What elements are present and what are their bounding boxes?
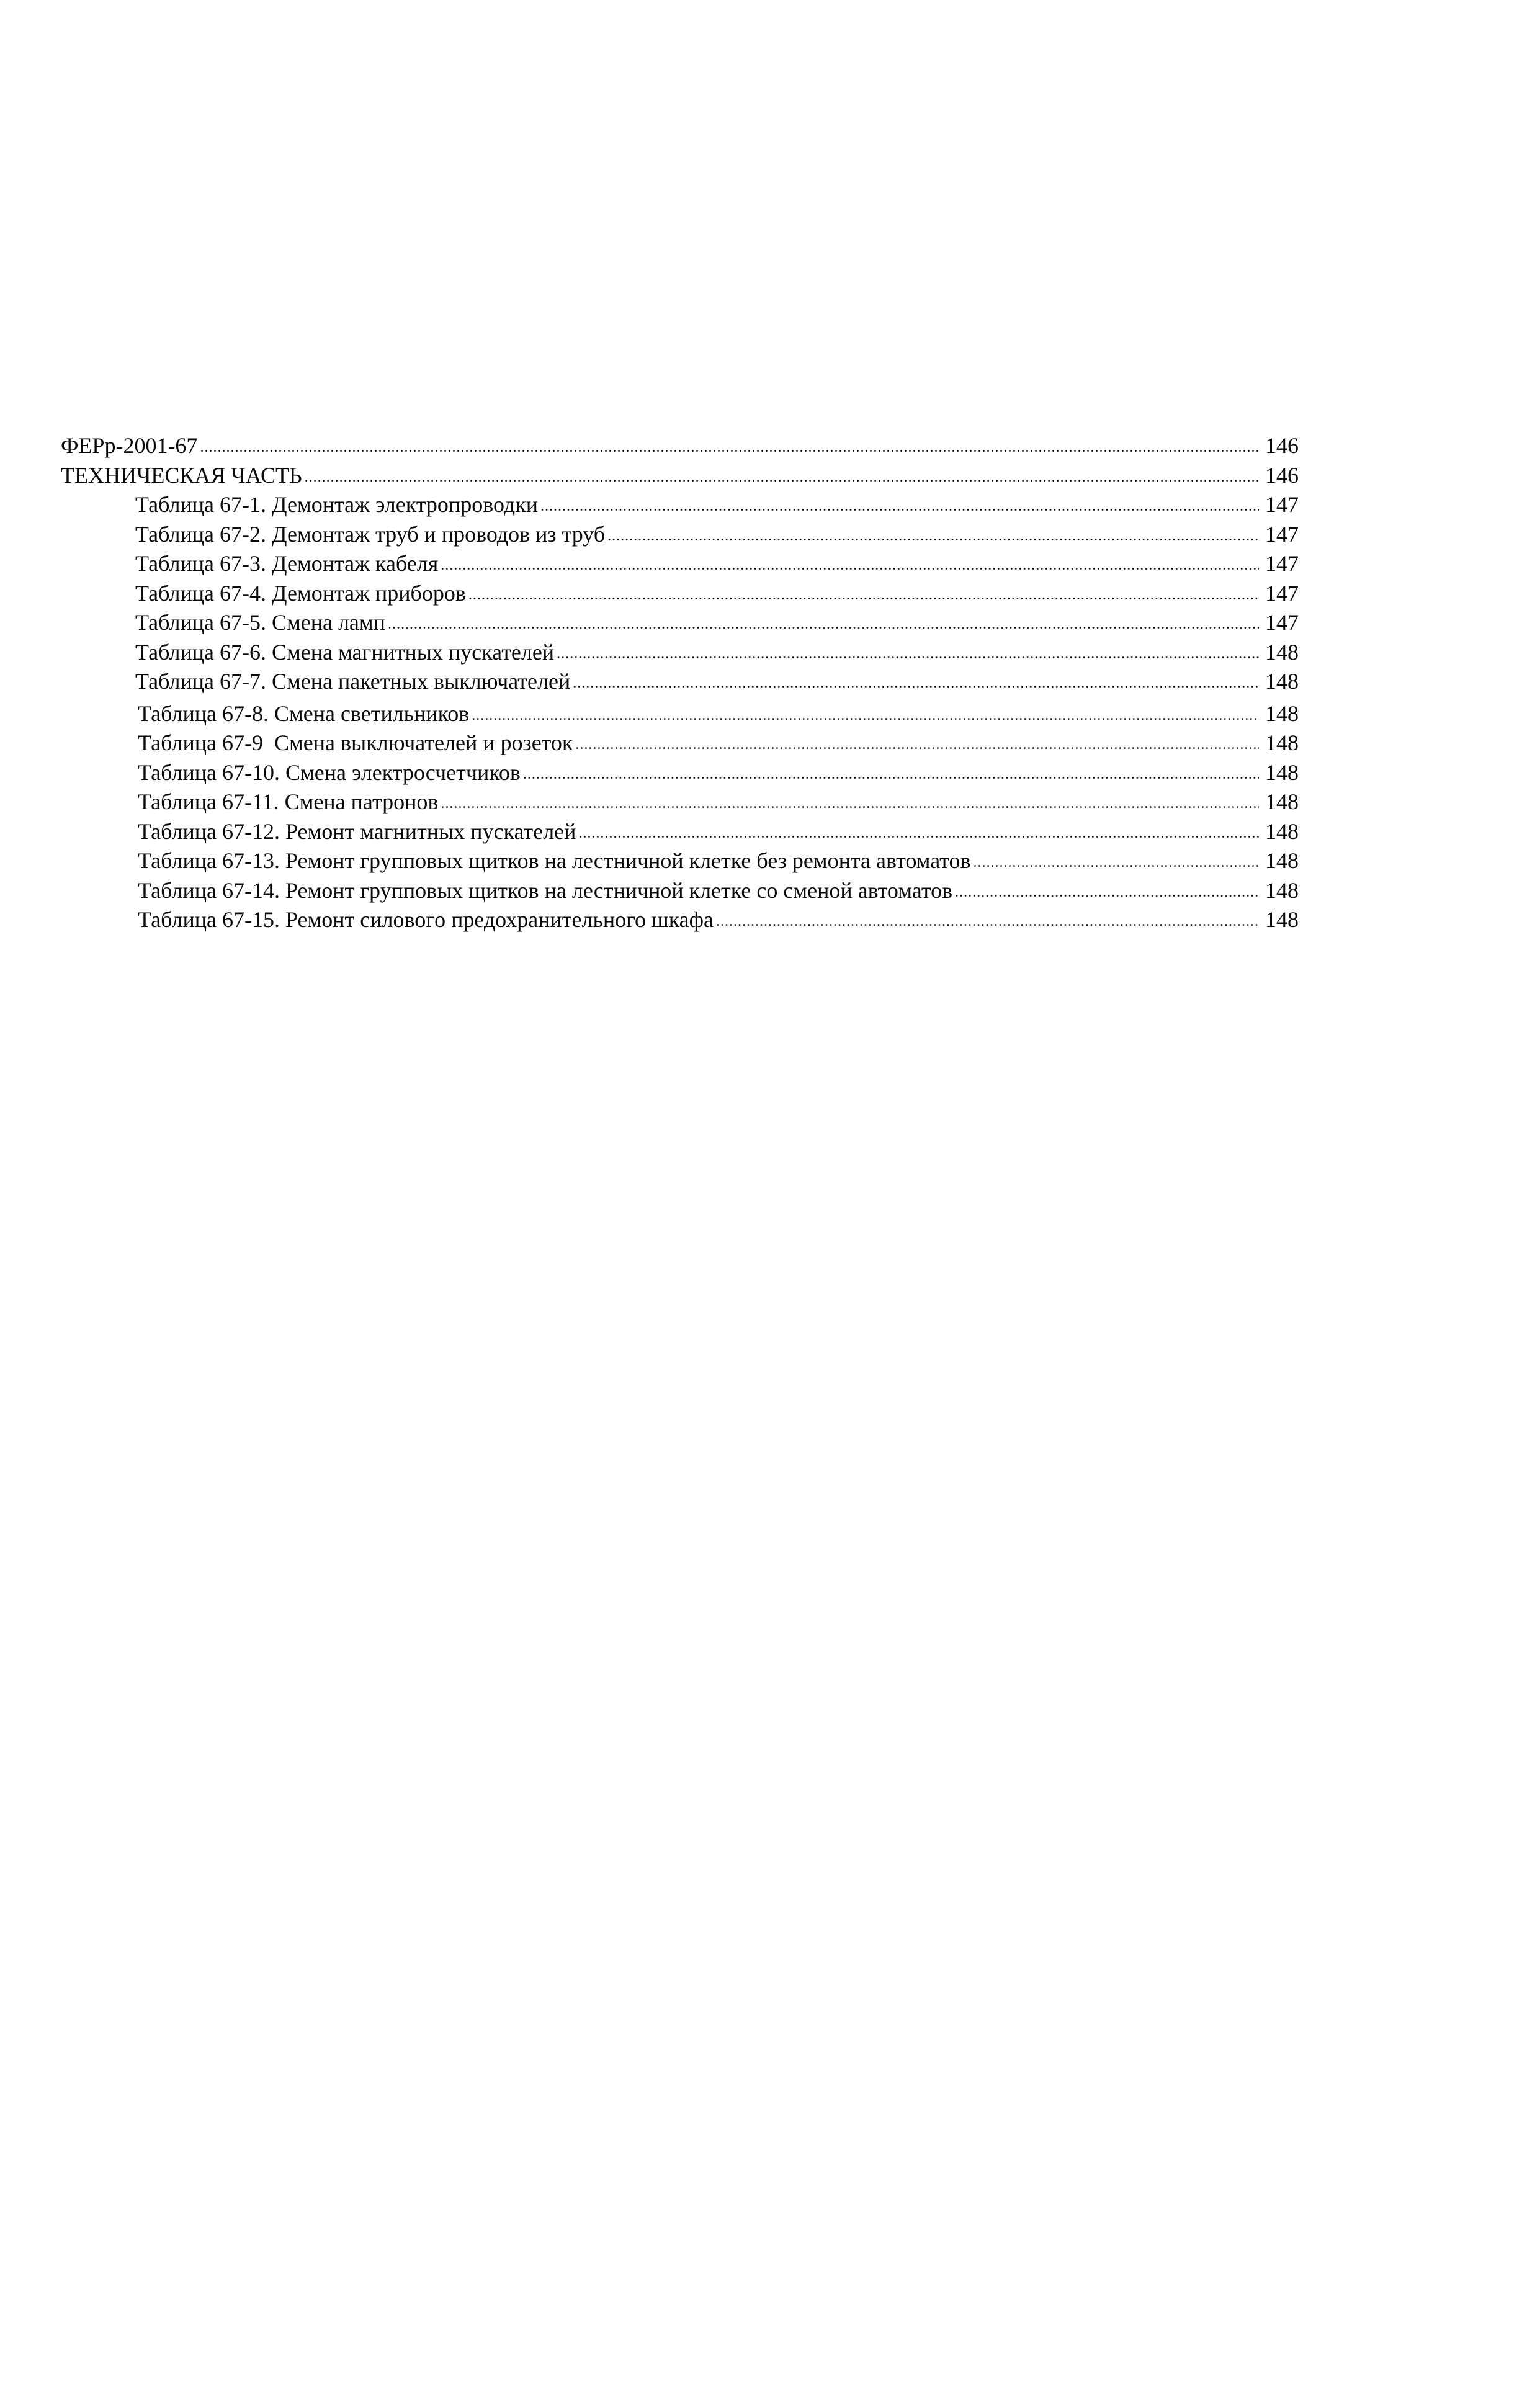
toc-entry-title: Таблица 67-13. Ремонт групповых щитков на лестничной клетке без ремонта автоматов [138, 848, 971, 873]
toc-entry-title: Таблица 67-9 Смена выключателей и розеток [138, 730, 573, 755]
toc-entry-title: Таблица 67-2. Демонтаж труб и проводов из труб [135, 521, 606, 547]
toc-entry-page: 147 [1265, 492, 1299, 517]
toc-entry-table-67-4[interactable] [61, 579, 1299, 609]
toc-entry-table-67-7[interactable] [61, 667, 1299, 697]
toc-entry-page: 148 [1265, 730, 1299, 755]
toc-entry-page: 147 [1265, 521, 1299, 547]
toc-dot-leader [200, 433, 1259, 463]
toc-entry-page: 146 [1265, 462, 1299, 488]
toc-dot-leader [955, 878, 1259, 908]
table-of-contents [61, 431, 1299, 935]
toc-entry-page: 148 [1265, 877, 1299, 903]
toc-entry-page: 147 [1265, 610, 1299, 635]
toc-dot-leader [974, 848, 1260, 878]
toc-entry-title: Таблица 67-15. Ремонт силового предохранительного шкафа [138, 907, 714, 932]
toc-entry-title: Таблица 67-11. Смена патронов [138, 789, 439, 814]
toc-entry-title: Таблица 67-4. Демонтаж приборов [135, 580, 466, 606]
toc-entry-table-67-10[interactable] [61, 758, 1299, 788]
toc-entry-table-67-14[interactable] [61, 876, 1299, 906]
toc-entry-table-67-11[interactable] [61, 787, 1299, 817]
toc-entry-title: Таблица 67-7. Смена пакетных выключателей [135, 669, 571, 694]
toc-entry-title: Таблица 67-5. Смена ламп [135, 610, 385, 635]
toc-dot-leader [540, 492, 1259, 522]
toc-entry-table-67-12[interactable] [61, 817, 1299, 847]
toc-entry-table-67-3[interactable] [61, 549, 1299, 579]
toc-entry-title: Таблица 67-12. Ремонт магнитных пускателей [138, 818, 576, 844]
toc-entry-page: 148 [1265, 789, 1299, 814]
toc-entry-table-67-9[interactable] [61, 728, 1299, 758]
toc-entry-table-67-2[interactable] [61, 520, 1299, 550]
toc-entry-title: Таблица 67-1. Демонтаж электропроводки [135, 492, 538, 517]
toc-entry-page: 148 [1265, 759, 1299, 785]
toc-entry-page: 148 [1265, 848, 1299, 873]
toc-dot-leader [468, 581, 1259, 611]
toc-entry-title: ТЕХНИЧЕСКАЯ ЧАСТЬ [61, 462, 302, 488]
toc-dot-leader [575, 730, 1259, 760]
toc-dot-leader [716, 907, 1259, 937]
toc-dot-leader [607, 522, 1259, 552]
toc-dot-leader [523, 760, 1259, 790]
toc-entry-title: ФЕРр-2001-67 [61, 433, 198, 458]
toc-entry-page: 148 [1265, 701, 1299, 726]
toc-entry-technical-part[interactable] [61, 461, 1299, 491]
toc-dot-leader [557, 640, 1259, 670]
toc-entry-page: 148 [1265, 639, 1299, 665]
toc-entry-title: Таблица 67-10. Смена электросчетчиков [138, 759, 521, 785]
toc-entry-table-67-5[interactable] [61, 608, 1299, 638]
toc-entry-table-67-6[interactable] [61, 638, 1299, 668]
toc-entry-page: 148 [1265, 669, 1299, 694]
toc-dot-leader [441, 551, 1259, 581]
toc-dot-leader [388, 610, 1259, 640]
toc-entry-page: 147 [1265, 551, 1299, 576]
toc-entry-table-67-1[interactable] [61, 490, 1299, 520]
toc-entry-table-67-13[interactable] [61, 846, 1299, 876]
toc-entry-ferr-2001-67[interactable] [61, 431, 1299, 461]
toc-entry-table-67-8[interactable] [61, 699, 1299, 729]
toc-entry-title: Таблица 67-8. Смена светильников [138, 701, 470, 726]
toc-dot-leader [472, 701, 1259, 731]
toc-entry-title: Таблица 67-6. Смена магнитных пускателей [135, 639, 555, 665]
toc-entry-page: 148 [1265, 907, 1299, 932]
toc-dot-leader [578, 819, 1259, 849]
toc-entry-title: Таблица 67-3. Демонтаж кабеля [135, 551, 439, 576]
toc-dot-leader [573, 669, 1259, 699]
toc-dot-leader [441, 789, 1259, 819]
toc-dot-leader [305, 463, 1259, 493]
toc-entry-table-67-15[interactable] [61, 905, 1299, 935]
toc-entry-title: Таблица 67-14. Ремонт групповых щитков на лестничной клетке со сменой автоматов [138, 877, 953, 903]
toc-entry-page: 147 [1265, 580, 1299, 606]
toc-entry-page: 146 [1265, 433, 1299, 458]
toc-entry-page: 148 [1265, 818, 1299, 844]
